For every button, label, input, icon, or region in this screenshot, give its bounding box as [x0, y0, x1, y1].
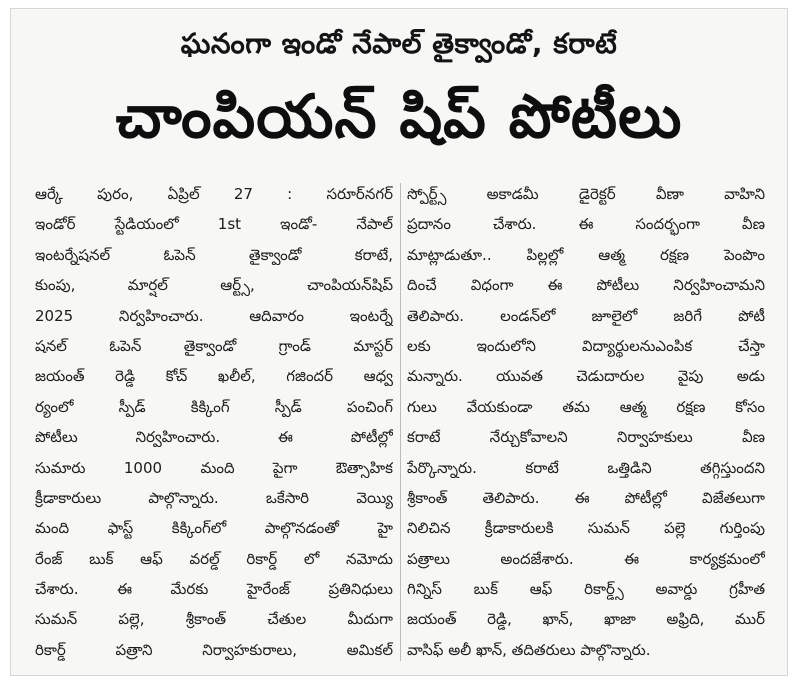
- article-line: క్రీడాకారులు పాల్గొన్నారు. ఒకేసారి వెయ్యి: [35, 488, 393, 507]
- article-line: పత్రాలు అందజేశారు. ఈ కార్యక్రమంలో: [407, 549, 765, 568]
- article-line: తెలిపారు. లండన్‌లో జూలైలో జరిగే పోటీ: [407, 306, 765, 325]
- article-body: [35, 179, 765, 669]
- article-line: దించే విధంగా ఈ పోటీలు నిర్వహించామని: [407, 276, 765, 295]
- article-line: సుమన్ పల్లె, శ్రీకాంత్ చేతుల మీదుగా: [35, 610, 393, 629]
- article-line: నిలిచిన క్రీడాకారులకి సుమన్ పల్లె గుర్తింపు: [407, 519, 765, 538]
- article-line: రేంజ్ బుక్ ఆఫ్ వరల్డ్ రికార్డ్ లో నమోదు: [35, 549, 393, 568]
- article-line: చేశారు. ఈ మేరకు హైరేంజ్ ప్రతినిధులు: [35, 580, 393, 599]
- article-line: గులు వేయకుండా తమ ఆత్మ రక్షణ కోసం: [407, 397, 765, 416]
- article-line: జయంత్ రెడ్డి కోచ్ ఖలీల్, గజిందర్ ఆధ్వ: [35, 367, 393, 386]
- article-line: మన్నారు. యువత చెడుదారుల వైపు అడు: [407, 367, 765, 386]
- article-line: శ్రీకాంత్ తెలిపారు. ఈ పోటీల్లో విజేతలుగా: [407, 488, 765, 507]
- article-line: మంది ఫాస్ట్ కిక్కింగ్‌లో పాల్గొనడంతో హై: [35, 519, 393, 538]
- article-line: రికార్డ్ పత్రాని నిర్వాహకురాలు, అమికల్: [35, 640, 393, 659]
- article-headline: చాంపియన్ షిప్ పోటీలు: [115, 82, 683, 152]
- article-line: షనల్ ఓపెన్ తైక్వాండో గ్రాండ్ మాస్టర్: [35, 336, 393, 355]
- article-column-right: [407, 179, 765, 669]
- article-line: ప్రదానం చేశారు. ఈ సందర్భంగా వీణ: [407, 215, 765, 234]
- article-line: ర్యంలో స్పీడ్ కిక్కింగ్ స్పీడ్ పంచింగ్: [35, 397, 393, 416]
- article-line: సుమారు 1000 మంది పైగా ఔత్సాహిక: [35, 458, 393, 477]
- article-line: స్పోర్ట్స్ అకాడమీ డైరెక్టర్ వీణా వాహిని: [407, 185, 765, 203]
- article-line: ఇంటర్నేషనల్ ఓపెన్ తైక్వాండో కరాటే,: [35, 245, 393, 264]
- article-line: ఆర్కే పురం, ఏప్రిల్ 27 : సరూర్‌నగర్: [35, 185, 393, 203]
- article-column-left: [35, 179, 393, 669]
- article-line: జయంత్ రెడ్డి, ఖాన్, ఖాజా అఫ్రిది, ముర్: [407, 610, 765, 629]
- article-line: గిన్నిస్ బుక్ ఆఫ్ రికార్డ్స్ అవార్డు గ్రహీత: [407, 580, 765, 599]
- article-subheading: ఘనంగా ఇండో నేపాల్ తైక్వాండో, కరాటే: [180, 27, 618, 60]
- article-line: వాసిఫ్ అలీ ఖాన్, తదితరులు పాల్గొన్నారు.: [407, 640, 651, 659]
- newspaper-clipping: [10, 8, 788, 676]
- article-line: లకు ఇందులోని విద్యార్థులనుఎంపిక చేస్తా: [407, 336, 765, 355]
- article-line: పోటీలు నిర్వహించారు. ఈ పోటీల్లో: [35, 428, 393, 447]
- article-line: మాట్లాడుతూ.. పిల్లల్లో ఆత్మ రక్షణ పెంపొం: [407, 245, 765, 264]
- article-line: కరాటే నేర్చుకోవాలని నిర్వాహకులు వీణ: [407, 428, 765, 447]
- article-line: 2025 నిర్వహించారు. ఆదివారం ఇంటర్నే: [35, 306, 393, 325]
- article-line: కుంపు, మార్షల్ ఆర్ట్స్, చాంపియన్‌షిప్: [35, 276, 393, 295]
- column-divider: [400, 183, 401, 661]
- article-line: ఇండోర్ స్టేడియంలో 1st ఇండో- నేపాల్: [35, 215, 393, 234]
- article-line: పేర్కొన్నారు. కరాటే ఒత్తిడిని తగ్గిస్తుందని: [407, 458, 765, 477]
